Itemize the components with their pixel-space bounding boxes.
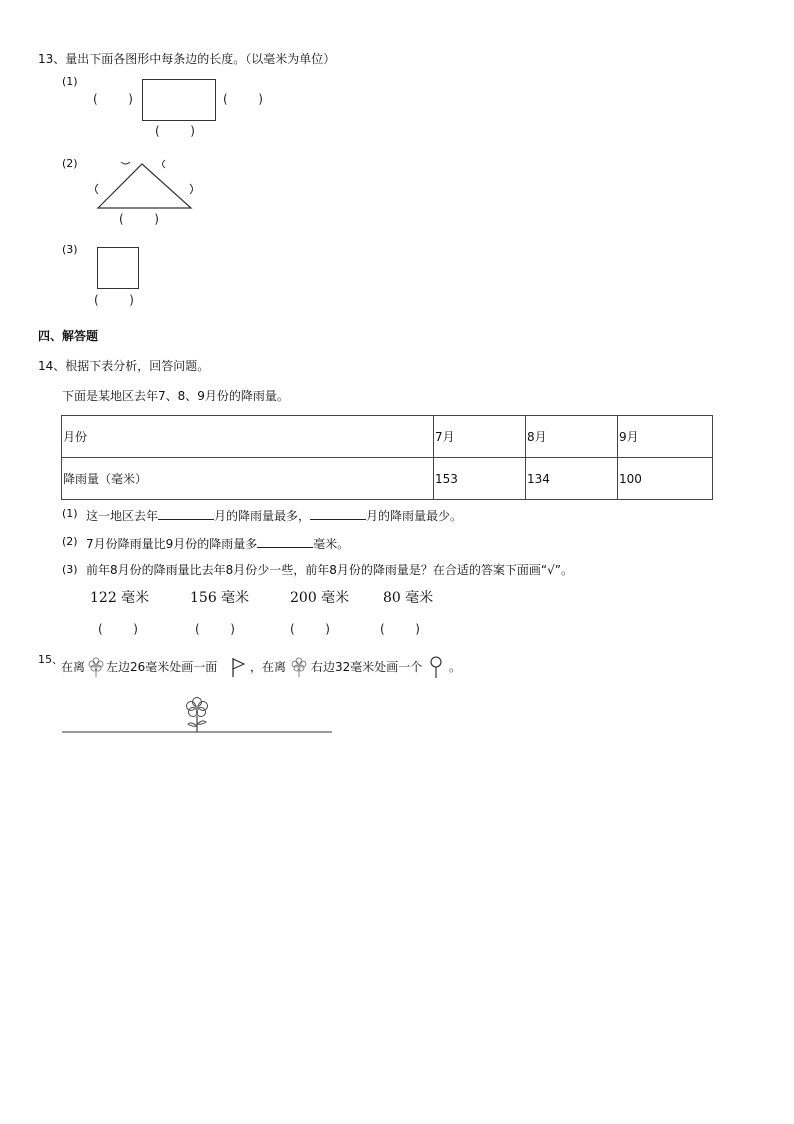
q15-number: 15、: [38, 653, 63, 666]
q14-p2-label: (2): [62, 535, 78, 548]
q14-p2-text-a: 7月份降雨量比9月份的降雨量多: [86, 537, 258, 551]
table-cell: 月份: [62, 416, 434, 458]
drawing-area[interactable]: [62, 694, 334, 736]
table-cell: 降雨量（毫米）: [62, 458, 434, 500]
q15-text-b: 左边26毫米处画一面: [106, 660, 218, 674]
q14-title: 14、根据下表分析，回答问题。: [38, 359, 210, 373]
flower-icon: [291, 656, 307, 678]
flower-icon: [187, 698, 208, 733]
option-200: 200 毫米: [290, 590, 350, 606]
table-cell: 134: [526, 458, 618, 500]
table-row: [62, 458, 713, 500]
answer-paren-rect-left: ( ): [93, 92, 133, 106]
answer-paren-rect-bottom: ( ): [155, 124, 195, 138]
table-cell: 100: [618, 458, 713, 500]
table-cell: 153: [434, 458, 526, 500]
q15-text-e: 。: [449, 660, 462, 674]
answer-blank[interactable]: [310, 507, 366, 520]
table-cell: 9月: [618, 416, 713, 458]
answer-blank[interactable]: [158, 507, 214, 520]
answer-paren-rect-right: ( ): [223, 92, 263, 106]
flag-icon: [230, 656, 246, 678]
option-80: 80 毫米: [383, 590, 434, 606]
table-cell: 8月: [526, 416, 618, 458]
q15-text-a: 在离: [61, 660, 86, 674]
rainfall-table: [61, 415, 713, 500]
q14-p1-text-a: 这一地区去年: [86, 509, 159, 523]
check-paren-200[interactable]: ( ): [290, 622, 330, 636]
q14-p3-text: 前年8月份的降雨量比去年8月份少一些，前年8月份的降雨量是？在合适的答案下面画“√”。: [86, 563, 573, 577]
balloon-icon: [429, 655, 443, 679]
q14-p1-text-c: 月的降雨量最少。: [366, 509, 463, 523]
q13-sub3-label: (3): [62, 243, 78, 256]
table-header-row: [62, 416, 713, 458]
option-122: 122 毫米: [90, 590, 150, 606]
answer-paren-square-bottom: ( ): [94, 293, 134, 307]
section-title: 四、解答题: [38, 329, 99, 343]
check-paren-80[interactable]: ( ): [380, 622, 420, 636]
q14-p1-text-b: 月的降雨量最多，: [214, 509, 311, 523]
flower-icon: [88, 656, 104, 678]
q15-text-d: 右边32毫米处画一个: [311, 660, 423, 674]
q14-intro: 下面是某地区去年7、8、9月份的降雨量。: [62, 389, 289, 403]
q15-text-c: ，在离: [250, 660, 287, 674]
q14-p1-label: (1): [62, 507, 78, 520]
q13-sub1-label: (1): [62, 75, 78, 88]
answer-paren-triangle-bottom: ( ): [119, 212, 159, 226]
q14-p2: [86, 535, 349, 551]
check-paren-122[interactable]: ( ): [98, 622, 138, 636]
square-figure: [97, 247, 139, 289]
q13-title: 13、量出下面各图形中每条边的长度。（以毫米为单位）: [38, 52, 336, 66]
answer-blank[interactable]: [257, 535, 313, 548]
table-cell: 7月: [434, 416, 526, 458]
q14-p3-label: (3): [62, 563, 78, 576]
check-paren-156[interactable]: ( ): [195, 622, 235, 636]
rectangle-figure: [142, 79, 216, 121]
q14-p2-text-b: 毫米。: [313, 537, 350, 551]
q13-sub2-label: (2): [62, 157, 78, 170]
q14-p1: [86, 507, 462, 523]
option-156: 156 毫米: [190, 590, 250, 606]
